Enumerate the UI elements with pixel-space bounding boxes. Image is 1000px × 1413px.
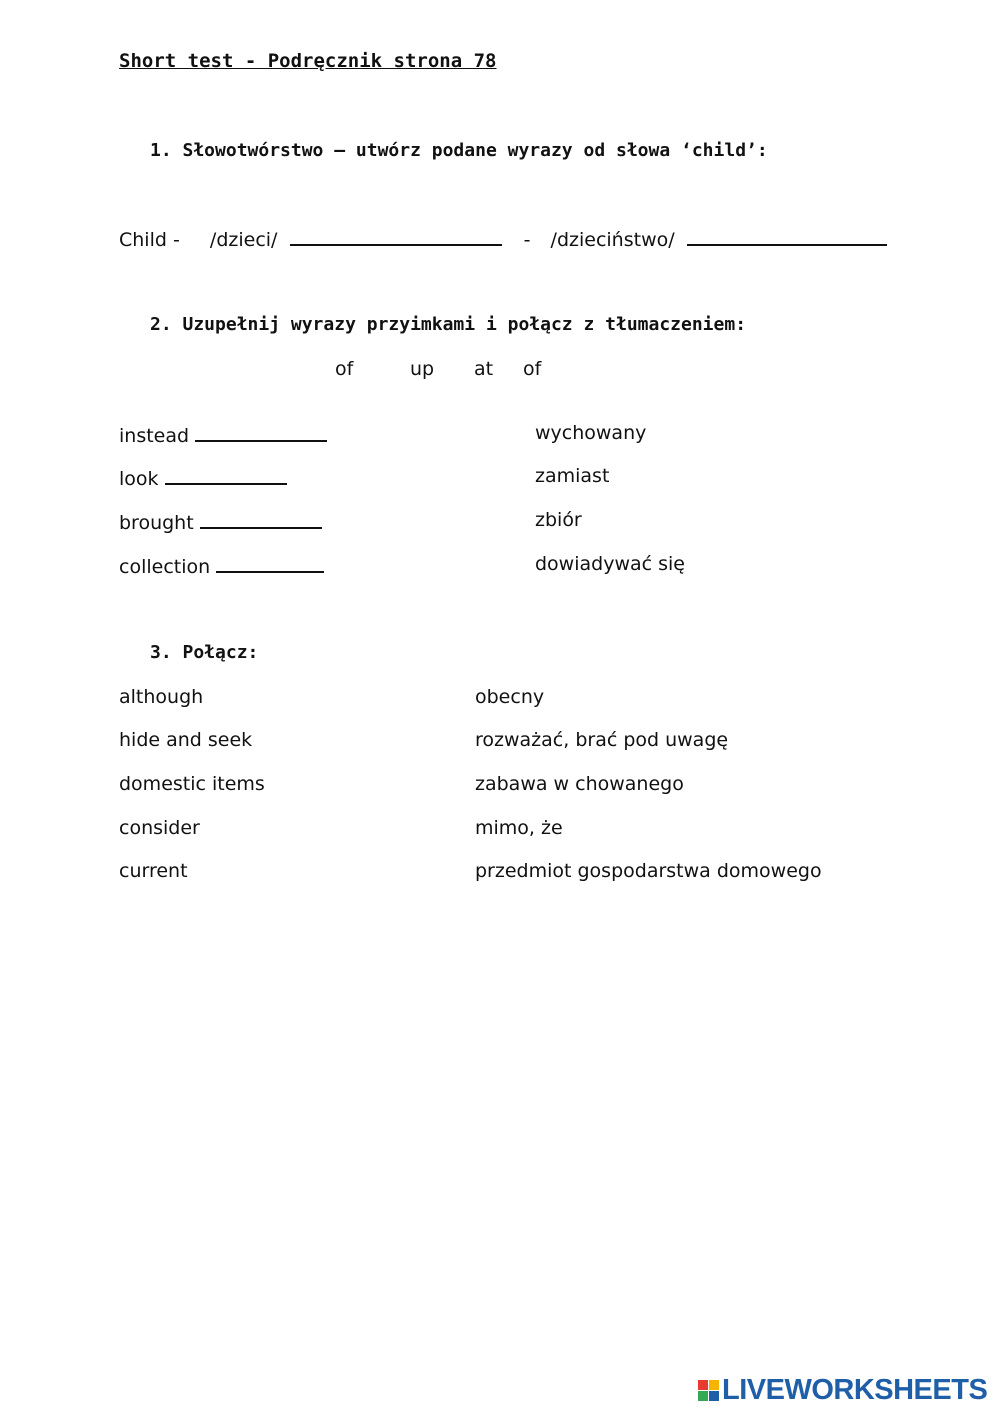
match-right-item[interactable]: mimo, że [475, 817, 563, 839]
hint-dzieci: /dzieci/ [209, 229, 278, 251]
translation-item[interactable]: dowiadywać się [535, 553, 685, 575]
separator: - [523, 229, 531, 251]
liveworksheets-logo [698, 1374, 987, 1407]
word-bank-item: of [335, 358, 354, 380]
section-3-heading: 3. Połącz: [150, 642, 259, 663]
word-bank-item: up [410, 358, 435, 380]
word-bank-item: of [523, 358, 542, 380]
match-right-item[interactable]: obecny [475, 686, 545, 708]
hint-dziecinstwo: /dzieciństwo/ [550, 229, 675, 251]
word-bank-item: at [474, 358, 494, 380]
logo-mark-icon [698, 1380, 719, 1401]
match-right-item[interactable]: rozważać, brać pod uwagę [475, 729, 729, 751]
translation-item[interactable]: wychowany [535, 422, 647, 444]
section-1-heading: 1. Słowotwórstwo – utwórz podane wyrazy od słowa ‘child’: [150, 140, 768, 161]
prep-word: collection [119, 556, 211, 578]
word-formation-row [119, 226, 887, 251]
prep-word: instead [119, 425, 190, 447]
answer-blank-1[interactable] [290, 226, 502, 246]
prep-blank[interactable] [200, 509, 322, 529]
prep-blank[interactable] [216, 553, 324, 573]
prep-word: look [119, 468, 159, 490]
prep-blank[interactable] [165, 465, 287, 485]
base-word: Child - [119, 229, 180, 251]
section-2-heading: 2. Uzupełnij wyrazy przyimkami i połącz z tłumaczeniem: [150, 314, 747, 335]
brand-name: LIVEWORKSHEETS [722, 1374, 988, 1406]
match-left-item[interactable]: domestic items [119, 773, 265, 795]
match-left-item[interactable]: consider [119, 817, 200, 839]
match-left-item[interactable]: hide and seek [119, 729, 253, 751]
match-right-item[interactable]: zabawa w chowanego [475, 773, 684, 795]
translation-item[interactable]: zbiór [535, 509, 582, 531]
prep-item-instead [119, 422, 327, 447]
prep-item-collection [119, 553, 324, 578]
prep-item-brought [119, 509, 322, 534]
prep-word: brought [119, 512, 194, 534]
answer-blank-2[interactable] [687, 226, 887, 246]
prep-item-look [119, 465, 287, 490]
page-title: Short test - Podręcznik strona 78 [119, 50, 497, 72]
match-left-item[interactable]: current [119, 860, 188, 882]
match-right-item[interactable]: przedmiot gospodarstwa domowego [475, 860, 822, 882]
translation-item[interactable]: zamiast [535, 465, 610, 487]
prep-blank[interactable] [195, 422, 327, 442]
match-left-item[interactable]: although [119, 686, 204, 708]
